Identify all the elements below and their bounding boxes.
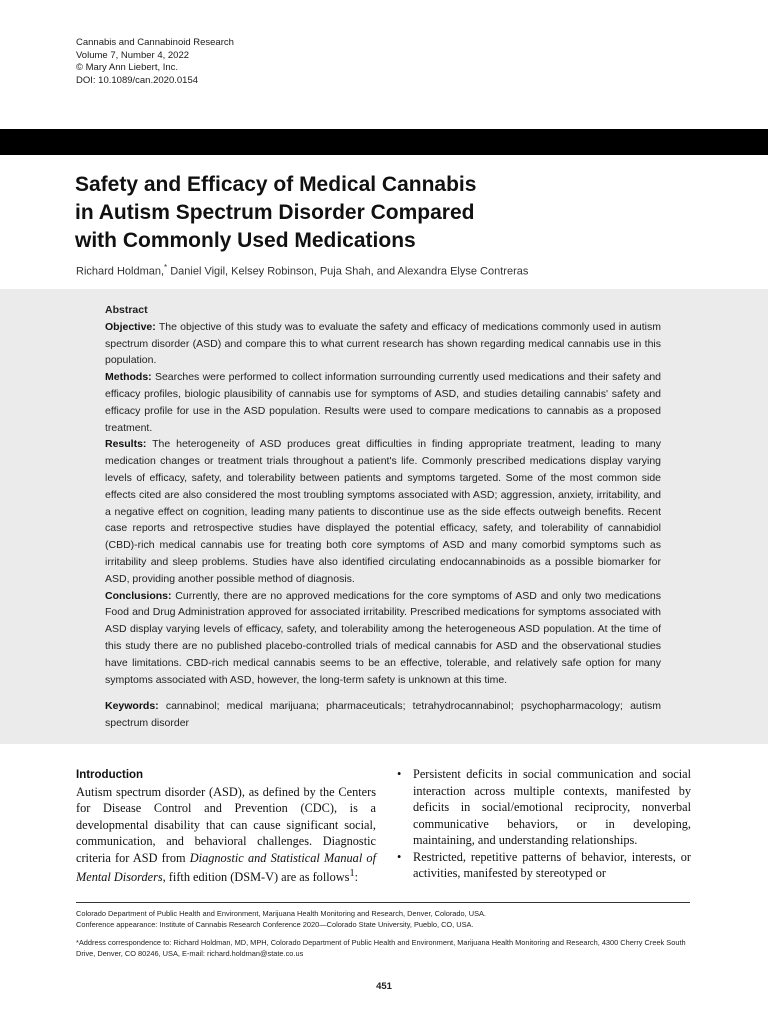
conference-note: Conference appearance: Institute of Cannabis Research Conference 2020—Colorado State University, Pueblo, CO, USA.: [76, 919, 474, 929]
journal-header: [76, 37, 234, 87]
title-line-2: in Autism Spectrum Disorder Compared: [75, 201, 475, 224]
results-label: Results:: [105, 438, 147, 451]
copyright-line: © Mary Ann Liebert, Inc.: [76, 62, 179, 74]
methods-label: Methods:: [105, 371, 152, 384]
body-column-left: [76, 766, 376, 886]
abstract-keywords: [105, 698, 661, 732]
list-item: [391, 849, 691, 882]
journal-volume: Volume 7, Number 4, 2022: [76, 49, 190, 61]
objective-text: The objective of this study was to evaluate the safety and efficacy of medications commonly used in autism spectrum disorder (ASD) and compare this to what current research has shown regarding medical cannabis use in this population.: [105, 320, 661, 367]
conclusions-label: Conclusions:: [105, 589, 172, 602]
doi-line: DOI: 10.1089/can.2020.0154: [76, 74, 199, 86]
keywords-label: Keywords:: [105, 700, 159, 713]
affiliation-note: Colorado Department of Public Health and Environment, Marijuana Health Monitoring and Research, Denver, Colorado, USA.: [76, 909, 486, 918]
corresponding-author-mark: *: [164, 263, 168, 272]
introduction-heading: Introduction: [76, 769, 144, 781]
page-number: 451: [376, 981, 392, 992]
other-authors: Daniel Vigil, Kelsey Robinson, Puja Shah, and Alexandra Elyse Contreras: [167, 265, 529, 278]
intro-text-b: , fifth edition (DSM-V) are as follows: [162, 870, 350, 885]
header-divider-bar: [0, 129, 768, 155]
abstract-conclusions: [105, 588, 661, 689]
methods-text: Searches were performed to collect information surrounding currently used medications and their safety and efficacy profiles, biologic plausibility of cannabis use for symptoms of ASD, and studies detailing cannabis' safety and efficacy profile for use in the ASD population. Results were used to compare medications to cannabis as a proposed treatment.: [105, 371, 661, 434]
list-item: [391, 766, 691, 849]
abstract: [105, 302, 661, 732]
abstract-objective: [105, 319, 661, 369]
reference-marker: 1: [349, 868, 355, 879]
results-text: The heterogeneity of ASD produces great difficulties in finding appropriate treatment, leading to many medication changes or treatment trials throughout a patient's life. Commonly prescribed medications display varying levels of efficacy, safety, and tolerability between patients and symptoms targeted. Some of the most common side effects cited are also considered the most troubling symptoms associated with ASD; aggression, anxiety, irritability, and a negative effect on cognition, leading many patients to discontinue use as the side effects outweigh benefits. Recent case reports and retrospective studies have displayed the potential efficacy, safety, and tolerability of cannabidiol (CBD)-rich medical cannabis use for treating both core symptoms of ASD and many comorbid symptoms such as irritability and sleep problems. Studies have also identified circulating endocannabinoids as a possible biomarker for ASD, providing another possible method of diagnosis.: [105, 438, 661, 585]
criteria-list: [391, 766, 691, 882]
abstract-results: [105, 436, 661, 587]
author-list: [76, 263, 528, 278]
conclusions-text: Currently, there are no approved medications for the core symptoms of ASD and only two medications Food and Drug Administration approved for associated irritability. Prescribed medications for symptoms associated with ASD display varying levels of efficacy, safety, and tolerability among the heterogeneous ASD population. At the time of this study there are no published placebo-controlled trials of medical cannabis for ASD and the observational studies have limitations. CBD-rich medical cannabis seems to be an effective, tolerable, and relatively safe option for many symptoms associated with ASD, however, the long-term safety is unknown at this time.: [105, 589, 661, 686]
journal-name: Cannabis and Cannabinoid Research: [76, 37, 234, 48]
title-line-3: with Commonly Used Medications: [75, 229, 416, 252]
article-title: [75, 171, 715, 255]
footnotes: [76, 909, 690, 959]
intro-text-italic: Diagnostic and Statistical Manual of Mental Disorders: [76, 850, 376, 885]
abstract-heading: Abstract: [105, 304, 148, 316]
abstract-methods: [105, 369, 661, 436]
first-author: Richard Holdman,: [76, 265, 165, 278]
correspondence-note: *Address correspondence to: Richard Holdman, MD, MPH, Colorado Department of Public Health and Environment, Marijuana Health Monitoring and Research, 4300 Cherry Creek South Drive, Denver, CO 80246, USA, E-mail: richard.holdman@state.co.us: [76, 938, 686, 958]
keywords-text: cannabinol; medical marijuana; pharmaceuticals; tetrahydrocannabinol; psychopharmacology; autism spectrum disorder: [105, 700, 661, 730]
criteria-item-text: Persistent deficits in social communication and social interaction across multiple contexts, manifested by deficits in social/emotional reciprocity, nonverbal communicative behaviors, or in developing, maintaining, and understanding relationships.: [413, 767, 691, 847]
objective-label: Objective:: [105, 320, 156, 333]
intro-text-a: Autism spectrum disorder (ASD), as defined by the Centers for Disease Control and Prevention (CDC), is a developmental disability that can cause significant social, communication, and behavioral challenges. Diagnostic criteria for ASD from: [76, 784, 376, 865]
bullet-icon: •: [397, 767, 402, 781]
body-column-right: [391, 766, 691, 882]
title-line-1: Safety and Efficacy of Medical Cannabis: [75, 173, 477, 196]
introduction-paragraph: [76, 784, 376, 886]
criteria-item-text: Restricted, repetitive patterns of behavior, interests, or activities, manifested by stereotyped or: [413, 849, 691, 880]
intro-text-c: :: [354, 870, 359, 885]
footnote-divider: [76, 902, 690, 903]
bullet-icon: •: [397, 849, 402, 864]
